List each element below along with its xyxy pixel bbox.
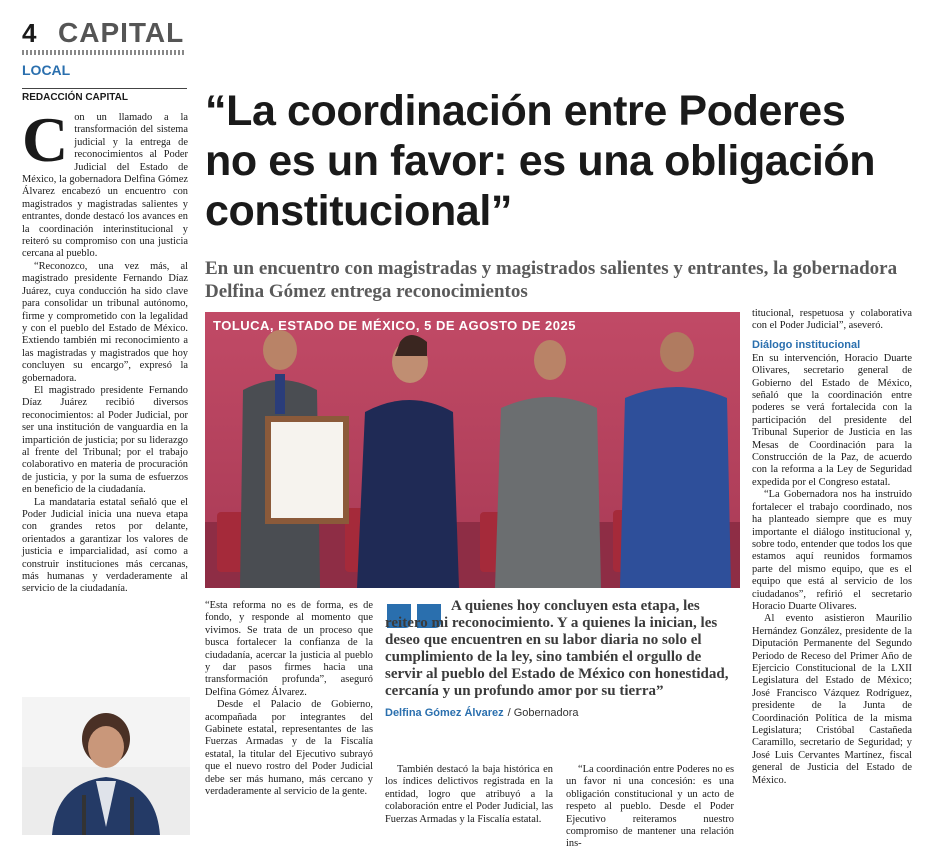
paragraph: Desde el Palacio de Gobierno, acompañada por integrantes del Gabinete estatal, representantes de las Fuerzas Armadas y de la Fiscalía estatal, la titular del Ejecutivo subrayó que el nuevo rostro del Poder Judicial debe ser más humano, más cercano y verdaderamente al servicio de la gente. (205, 699, 373, 798)
section-title: CAPITAL (58, 17, 185, 48)
deck: En un encuentro con magistradas y magistrados salientes y entrantes, la gobernadora Delfina Gómez entrega reconocimientos (205, 258, 898, 302)
paragraph: “Esta reforma no es de forma, es de fondo, y responde al momento que vivimos. Se trata de un proceso que busca fortalecer la confianza de la ciudadanía, acercar la justicia al pueblo y dar pasos firmes hacia una transformación profunda”, aseguró Delfina Gómez Álvarez. (205, 600, 373, 698)
column-5 (752, 308, 912, 787)
portrait-illustration (22, 697, 190, 835)
subhead: Diálogo institucional (752, 338, 861, 351)
paragraph: El magistrado presidente Fernando Díaz Juárez recibió diversos reconocimientos: al Poder Judicial, por ser una institución de vanguardia en la impartición de justicia; por su liderazgo al frente del Tribunal; por el trabajo colaborativo en materia de procuración de justicia, y por la suma de esfuerzos en beneficio de la ciudadanía. (22, 384, 188, 496)
paragraph: “Reconozco, una vez más, al magistrado presidente Fernando Díaz Juárez, cuya conducción ha sido clave para consolidar un tribunal autónomo, firme y comprometido con la legalidad y con el pueblo del Estado de México. Extiendo también mi reconocimiento a las magistradas y magistrados que hoy concluyen su encargo”, expresó la gobernadora. (22, 260, 188, 384)
headline: “La coordinación entre Poderes no es un favor: es una obligación constitucional” (205, 87, 876, 235)
paragraph: La mandataria estatal señaló que el Poder Judicial inicia una nueva etapa con grandes retos por delante, orientados a garantizar los valores de justicia e imparcialidad, así como a construir instituciones más cercanas, más humanas y verdaderamente al servicio de la ciudadanía. (22, 496, 188, 595)
governor-portrait-photo (22, 697, 190, 835)
paragraph: En su intervención, Horacio Duarte Olivares, secretario general de Gobierno del Estado de México, señaló que la coordinación entre poderes se verá fortalecida con la participación del presidente del Tribunal Superior de Justicia en las Mesas de Coordinación para la Construcción de la Paz, de acuerdo con la reforma a la Ley de Seguridad expedida por el Congreso estatal. (752, 352, 912, 488)
column-2 (205, 600, 373, 799)
subsection-title: LOCAL (22, 62, 71, 78)
pull-quote-author: Delfina Gómez Álvarez (385, 707, 504, 719)
byline-rule (22, 88, 187, 89)
main-event-photo (205, 312, 740, 588)
pull-quote (385, 598, 735, 721)
photo-caption: TOLUCA, ESTADO DE MÉXICO, 5 DE AGOSTO DE 2025 (213, 318, 576, 333)
paragraph: titucional, respetuosa y colaborativa con el Poder Judicial”, aseveró. (752, 308, 912, 332)
byline: REDACCIÓN CAPITAL (22, 92, 128, 103)
paragraph: on un llamado a la transformación del sistema judicial y la entrega de reconocimientos al Poder Judicial del Estado de México, la gobernadora Delfina Gómez Álvarez encabezó un encuentro con magistrados y magistradas salientes y entrantes, donde destacó los avances en la coordinación interinstitucional y reiteró su compromiso con una justicia cercana al pueblo. (22, 112, 188, 260)
paragraph: “La coordinación entre Poderes no es un favor ni una concesión: es una obligación constitucional y un acto de respeto al pueblo. Desde el Poder Ejecutivo reiteramos nuestro compromiso de mantener una relación ins- (566, 764, 734, 850)
column-4 (566, 764, 734, 851)
drop-cap: C (22, 104, 69, 175)
pull-quote-role: / Gobernadora (507, 707, 579, 719)
column-1 (22, 104, 188, 596)
event-photo-illustration (205, 312, 740, 588)
paragraph: “La Gobernadora nos ha instruido fortalecer el trabajo coordinado, nos ha planteado siempre que es muy importante el diálogo institucional y, sobre todo, entender que todos los que estamos aquí reunidos formamos parte del mismo equipo, que es el equipo que está al servicio de los ciudadanos”, refirió el secretario Horacio Duarte Olivares. (752, 489, 912, 612)
pull-quote-text: A quienes hoy concluyen esta etapa, les reitero mi reconocimiento. Y a quienes la inician, les deseo que encuentren en su labor diaria no solo el cumplimiento de la ley, sino también el orgullo de servir al pueblo del Estado de México con honestidad, cercanía y un profundo amor por su tierra” (385, 598, 729, 699)
column-3 (385, 764, 553, 826)
paragraph: También destacó la baja histórica en los índices delictivos registrada en la entidad, logro que atribuyó a la colaboración entre el Poder Judicial, las Fuerzas Armadas y la Fiscalía estatal. (385, 764, 553, 825)
paragraph: Al evento asistieron Maurilio Hernández González, presidente de la Diputación Permanente del Segundo Periodo de Receso del Primer Año de Ejercicio Constitucional de la LXII Legislatura del Estado de México; José Francisco Vázquez Rodríguez, presidente de la Junta de Coordinación Política de la misma Legislatura; Cristóbal Castañeda Caramillo, secretario de Seguridad; y José Luis Cervantes Martínez, fiscal general de Justicia del Estado de México. (752, 613, 912, 786)
page-number: 4 (22, 18, 37, 48)
section-underline (22, 50, 186, 55)
